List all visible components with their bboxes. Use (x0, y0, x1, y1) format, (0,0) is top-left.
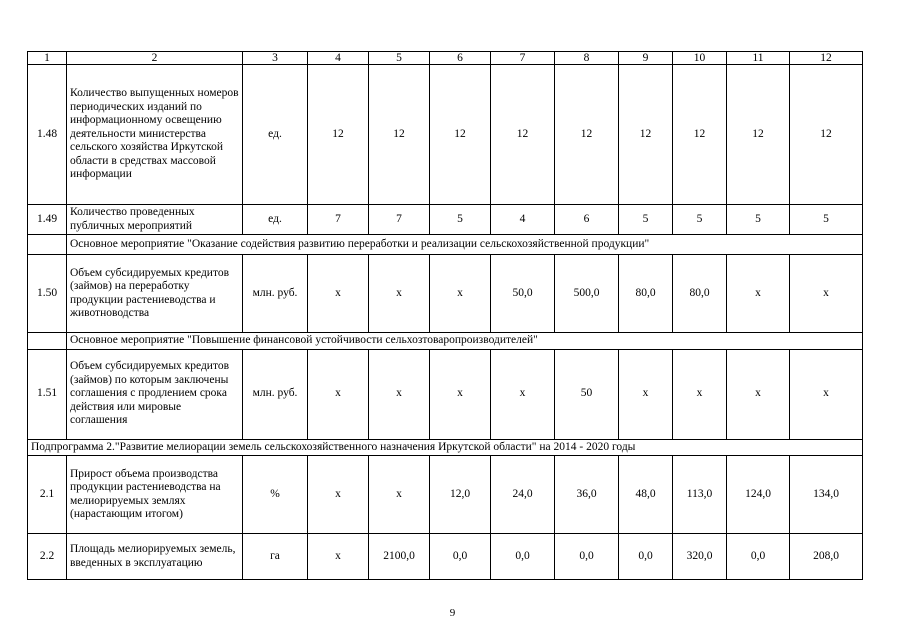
table-row (28, 534, 863, 580)
indicator-description-cell: Количество проведенных публичных мероприятий (67, 205, 243, 235)
indicator-description-cell: Прирост объема производства продукции растениеводства на мелиорируемых землях (нарастающим итогом) (67, 456, 243, 534)
value-cell: 0,0 (727, 534, 790, 580)
value-cell: 80,0 (619, 255, 673, 333)
header-cell: 2 (67, 52, 243, 65)
value-cell: 50,0 (491, 255, 555, 333)
header-cell: 5 (369, 52, 430, 65)
value-cell: х (369, 255, 430, 333)
value-cell: 4 (491, 205, 555, 235)
value-cell: х (727, 255, 790, 333)
value-cell: х (369, 456, 430, 534)
value-cell: х (308, 349, 369, 439)
value-cell: 12,0 (430, 456, 491, 534)
row-number-cell: 2.2 (28, 534, 67, 580)
value-cell: 50 (555, 349, 619, 439)
value-cell: 12 (727, 65, 790, 205)
row-number-cell: 1.49 (28, 205, 67, 235)
header-cell: 12 (790, 52, 863, 65)
unit-cell: млн. руб. (243, 349, 308, 439)
indicator-description-cell: Площадь мелиорируемых земель, введенных в эксплуатацию (67, 534, 243, 580)
header-cell: 8 (555, 52, 619, 65)
value-cell: 5 (430, 205, 491, 235)
value-cell: 0,0 (555, 534, 619, 580)
value-cell: х (790, 349, 863, 439)
value-cell: х (619, 349, 673, 439)
value-cell: 5 (673, 205, 727, 235)
header-row (28, 52, 863, 65)
value-cell: 12 (369, 65, 430, 205)
value-cell: 5 (727, 205, 790, 235)
value-cell: х (369, 349, 430, 439)
indicator-description-cell: Объем субсидируемых кредитов (займов) на переработку продукции растениеводства и животноводства (67, 255, 243, 333)
value-cell: 5 (619, 205, 673, 235)
table-row (28, 255, 863, 333)
value-cell: 12 (673, 65, 727, 205)
table-row (28, 349, 863, 439)
table-row (28, 456, 863, 534)
table-body (28, 52, 863, 580)
value-cell: 36,0 (555, 456, 619, 534)
value-cell: 5 (790, 205, 863, 235)
indicator-description-cell: Количество выпущенных номеров периодических изданий по информационному освещению деятельности министерства сельского хозяйства Иркутской области в средствах массовой информации (67, 65, 243, 205)
value-cell: х (308, 255, 369, 333)
unit-cell: ед. (243, 65, 308, 205)
value-cell: 2100,0 (369, 534, 430, 580)
value-cell: х (790, 255, 863, 333)
section-title: Основное мероприятие "Оказание содействия развитию переработки и реализации сельскохозяйственной продукции" (67, 235, 863, 255)
value-cell: 124,0 (727, 456, 790, 534)
value-cell: х (430, 349, 491, 439)
value-cell: х (727, 349, 790, 439)
value-cell: х (308, 534, 369, 580)
value-cell: 134,0 (790, 456, 863, 534)
value-cell: х (430, 255, 491, 333)
table-row (28, 65, 863, 205)
value-cell: 12 (430, 65, 491, 205)
header-cell: 6 (430, 52, 491, 65)
value-cell: 7 (308, 205, 369, 235)
header-cell: 1 (28, 52, 67, 65)
row-number-cell: 1.48 (28, 65, 67, 205)
unit-cell: ед. (243, 205, 308, 235)
value-cell: 320,0 (673, 534, 727, 580)
value-cell: 24,0 (491, 456, 555, 534)
value-cell: 48,0 (619, 456, 673, 534)
value-cell: 12 (555, 65, 619, 205)
section-row (28, 235, 863, 255)
value-cell: х (308, 456, 369, 534)
value-cell: 208,0 (790, 534, 863, 580)
header-cell: 7 (491, 52, 555, 65)
value-cell: 7 (369, 205, 430, 235)
value-cell: 80,0 (673, 255, 727, 333)
value-cell: 0,0 (619, 534, 673, 580)
subprogram-row (28, 439, 863, 456)
unit-cell: % (243, 456, 308, 534)
header-cell: 3 (243, 52, 308, 65)
value-cell: 12 (491, 65, 555, 205)
unit-cell: га (243, 534, 308, 580)
unit-cell: млн. руб. (243, 255, 308, 333)
row-number-cell: 1.51 (28, 349, 67, 439)
value-cell: 0,0 (430, 534, 491, 580)
value-cell: х (491, 349, 555, 439)
section-row (28, 333, 863, 350)
value-cell: 113,0 (673, 456, 727, 534)
indicators-table (27, 51, 863, 580)
header-cell: 10 (673, 52, 727, 65)
row-number-cell: 2.1 (28, 456, 67, 534)
header-cell: 11 (727, 52, 790, 65)
empty-cell (28, 333, 67, 350)
page-number: 9 (449, 607, 456, 619)
table-row (28, 205, 863, 235)
value-cell: х (673, 349, 727, 439)
header-cell: 9 (619, 52, 673, 65)
value-cell: 12 (790, 65, 863, 205)
row-number-cell: 1.50 (28, 255, 67, 333)
value-cell: 0,0 (491, 534, 555, 580)
value-cell: 12 (619, 65, 673, 205)
value-cell: 500,0 (555, 255, 619, 333)
empty-cell (28, 235, 67, 255)
section-title: Основное мероприятие "Повышение финансовой устойчивости сельхозтоваропроизводителей" (67, 333, 863, 350)
subprogram-title: Подпрограмма 2."Развитие мелиорации земель сельскохозяйственного назначения Иркутской области" на 2014 - 2020 годы (28, 439, 863, 456)
indicator-description-cell: Объем субсидируемых кредитов (займов) по которым заключены соглашения с продлением срока действия или мировые соглашения (67, 349, 243, 439)
header-cell: 4 (308, 52, 369, 65)
value-cell: 6 (555, 205, 619, 235)
value-cell: 12 (308, 65, 369, 205)
